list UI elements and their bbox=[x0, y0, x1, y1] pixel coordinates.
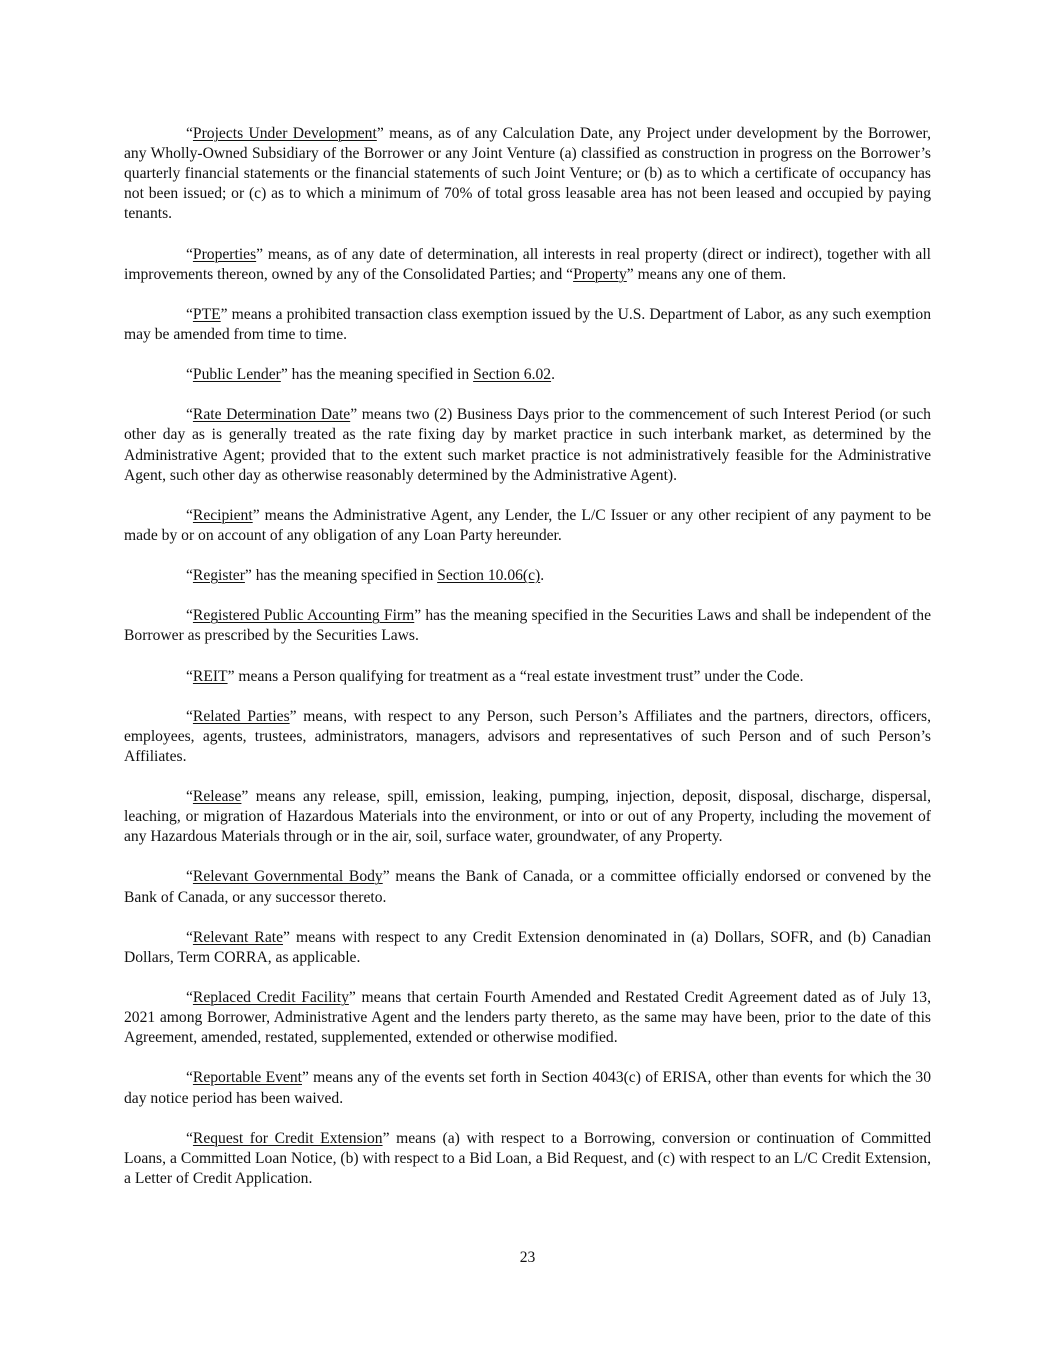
definition-paragraph bbox=[124, 245, 931, 285]
defined-term: Replaced Credit Facility bbox=[192, 989, 349, 1007]
definition-text: ” means, as of any date of determination, all interests in real property (direct or indirect), together with all improvements thereon, owned by any of the Consolidated Parties; and “ bbox=[124, 245, 931, 283]
definition-paragraph bbox=[124, 606, 931, 646]
definition-text: . bbox=[551, 366, 555, 384]
defined-term: Relevant Governmental Body bbox=[192, 868, 383, 886]
definition-paragraph bbox=[124, 787, 931, 847]
definition-text: ” means (a) with respect to a Borrowing, conversion or continuation of Committed Loans, a Committed Loan Notice, (b) with respect to a Bid Loan, a Bid Request, and (c) with respect to an L/C Credit Extension, a Letter of Credit Application. bbox=[124, 1129, 931, 1187]
defined-term: Reportable Event bbox=[192, 1069, 302, 1087]
definition-paragraph bbox=[124, 506, 931, 546]
defined-term: Request for Credit Extension bbox=[192, 1129, 383, 1147]
definition-paragraph bbox=[124, 566, 931, 586]
defined-term: Public Lender bbox=[192, 366, 281, 384]
defined-term: Recipient bbox=[192, 506, 253, 524]
defined-term: Relevant Rate bbox=[192, 928, 283, 946]
definition-text: “ bbox=[186, 305, 193, 323]
definition-text: “ bbox=[186, 607, 193, 625]
defined-term: Property bbox=[573, 265, 627, 283]
definition-text: ” means any of the events set forth in Section 4043(c) of ERISA, other than events for which the 30 day notice period has been waived. bbox=[124, 1069, 931, 1107]
defined-term: REIT bbox=[192, 667, 228, 685]
definitions-list bbox=[124, 124, 931, 1189]
definition-text: ” means any release, spill, emission, leaking, pumping, injection, deposit, disposal, discharge, dispersal, leaching, or migration of Hazardous Materials into the environment, or into or out of any Property, including the movement of any Hazardous Materials through or in the air, soil, surface water, groundwater, of any Property. bbox=[124, 788, 931, 846]
definition-text: “ bbox=[186, 125, 193, 142]
defined-term: Rate Determination Date bbox=[192, 406, 351, 424]
defined-term: Related Parties bbox=[192, 707, 290, 725]
defined-term: Registered Public Accounting Firm bbox=[192, 607, 415, 625]
definition-paragraph bbox=[124, 365, 931, 385]
definition-text: “ bbox=[186, 1129, 193, 1147]
definition-paragraph bbox=[124, 867, 931, 907]
definition-text: ” has the meaning specified in the Securities Laws and shall be independent of the Borrower as prescribed by the Securities Laws. bbox=[124, 607, 932, 645]
definition-paragraph bbox=[124, 124, 931, 224]
defined-term: Section 10.06(c) bbox=[437, 567, 541, 585]
definition-text: “ bbox=[186, 406, 193, 424]
definition-paragraph bbox=[124, 707, 931, 767]
definition-paragraph bbox=[124, 1129, 931, 1189]
definition-text: “ bbox=[186, 245, 193, 263]
definition-text: ” means that certain Fourth Amended and Restated Credit Agreement dated as of July 13, 2021 among Borrower, Administrative Agent and the lenders party thereto, as the same may have been, prior to the date of this Agreement, amended, restated, supplemented, extended or otherwise modified. bbox=[124, 989, 931, 1047]
defined-term: Properties bbox=[192, 245, 257, 263]
page-number: 23 bbox=[519, 1249, 536, 1266]
definition-paragraph bbox=[124, 928, 931, 968]
definition-text: ” means any one of them. bbox=[626, 265, 787, 283]
definition-text: ” means the Administrative Agent, any Lender, the L/C Issuer or any other recipient of any payment to be made by or on account of any obligation of any Loan Party hereunder. bbox=[124, 506, 931, 544]
definition-paragraph bbox=[124, 405, 931, 485]
defined-term: Projects Under Development bbox=[192, 125, 377, 142]
definition-text: “ bbox=[186, 567, 193, 585]
definition-text: ” means, with respect to any Person, such Person’s Affiliates and the partners, directors, officers, employees, agents, trustees, administrators, managers, advisors and representatives of such Person and of such Person’s Affiliates. bbox=[124, 707, 931, 765]
definition-text: “ bbox=[186, 788, 193, 806]
definition-paragraph bbox=[124, 988, 931, 1048]
definition-text: “ bbox=[186, 506, 193, 524]
definition-text: ” means the Bank of Canada, or a committee officially endorsed or convened by the Bank of Canada, or any successor thereto. bbox=[124, 868, 931, 906]
definition-text: “ bbox=[186, 707, 193, 725]
definition-text: ” means a prohibited transaction class exemption issued by the U.S. Department of Labor, as any such exemption may be amended from time to time. bbox=[124, 305, 931, 343]
definition-text: “ bbox=[186, 667, 193, 685]
defined-term: Register bbox=[192, 567, 245, 585]
definition-text: “ bbox=[186, 1069, 193, 1087]
definition-text: ” has the meaning specified in bbox=[280, 366, 474, 384]
definition-text: ” means, as of any Calculation Date, any Project under development by the Borrower, any Wholly-Owned Subsidiary of the Borrower or any Joint Venture (a) classified as construction in progress on the Borrower’s quarterly financial statements or the financial statements of such Joint Venture; or (b) as to which a certificate of occupancy has not been issued; or (c) as to which a minimum of 70% of total gross leasable area has not been leased and occupied by paying tenants. bbox=[124, 125, 931, 223]
definition-text: ” means a Person qualifying for treatment as a “real estate investment trust” under the Code. bbox=[227, 667, 804, 685]
definition-paragraph bbox=[124, 305, 931, 345]
definition-text: “ bbox=[186, 366, 193, 384]
defined-term: Release bbox=[192, 788, 242, 806]
defined-term: Section 6.02 bbox=[473, 366, 552, 384]
definition-paragraph bbox=[124, 1068, 931, 1108]
definition-text: ” has the meaning specified in bbox=[244, 567, 438, 585]
definition-text: “ bbox=[186, 868, 193, 886]
definition-paragraph bbox=[124, 667, 931, 687]
definition-text: . bbox=[540, 567, 545, 585]
definition-text: ” means two (2) Business Days prior to the commencement of such Interest Period (or such other day as is generally treated as the rate fixing day by market practice in such interbank market, as determined by the Administrative Agent; provided that to the extent such market practice is not administratively feasible for the Administrative Agent, such other day as otherwise reasonably determined by the Administrative Agent). bbox=[124, 406, 931, 484]
definition-text: “ bbox=[186, 989, 193, 1007]
definition-text: “ bbox=[186, 928, 193, 946]
document-page bbox=[124, 124, 931, 1209]
definition-text: ” means with respect to any Credit Extension denominated in (a) Dollars, SOFR, and (b) Canadian Dollars, Term CORRA, as applicable. bbox=[124, 928, 931, 966]
defined-term: PTE bbox=[192, 305, 221, 323]
